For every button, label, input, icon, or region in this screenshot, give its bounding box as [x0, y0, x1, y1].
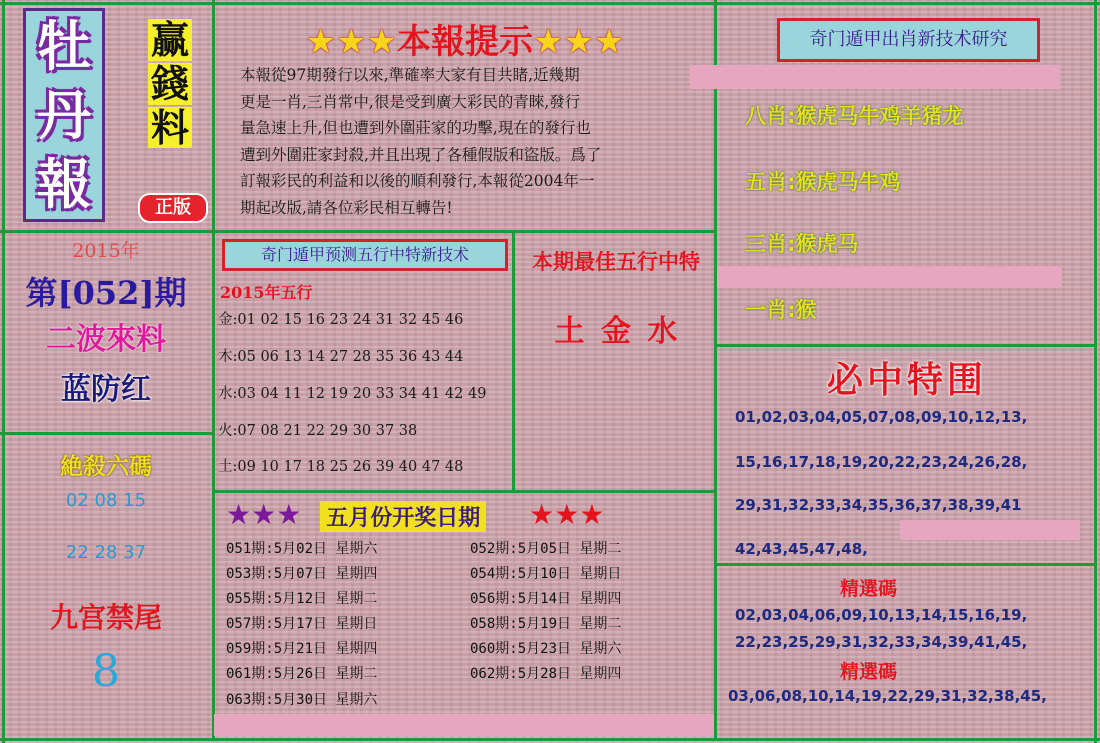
- decor-strip: [717, 266, 1062, 288]
- tip-line: 量急速上升,但也遭到外圍莊家的功擊,現在的發行也: [240, 119, 591, 137]
- logo-char: 報: [37, 152, 91, 217]
- wuxing-row: 金:01 02 15 16 23 24 31 32 45 46: [218, 312, 464, 328]
- draw-date: 059期:5月21日 星期四: [226, 641, 378, 657]
- jingxuan-line: 22,23,25,29,31,32,33,34,39,41,45,: [735, 633, 1028, 651]
- draw-title: 五月份开奖日期: [320, 501, 486, 532]
- year-label: 2015年: [72, 240, 140, 262]
- zodiac-three: 三肖:猴虎马: [745, 232, 859, 256]
- tip-line: 期起改版,請各位彩民相互轉告!: [240, 198, 453, 217]
- genuine-badge: 正版: [138, 193, 208, 223]
- tip-body: [240, 62, 690, 221]
- kill-title: 絶殺六碼: [60, 453, 152, 480]
- two-wave-title: 二波來料: [46, 322, 166, 357]
- zodiac-key: 八肖: [745, 104, 787, 128]
- slogan-char: 料: [148, 107, 192, 149]
- zodiac-value: 猴虎马牛鸡: [795, 170, 901, 194]
- bizhong-line: 15,16,17,18,19,20,22,23,24,26,28,: [735, 453, 1028, 471]
- slogan-char: 赢: [148, 19, 192, 61]
- draw-date: 061期:5月26日 星期二: [226, 666, 378, 682]
- slogan-char: 錢: [148, 63, 192, 105]
- draw-date: 051期:5月02日 星期六: [226, 541, 378, 557]
- tail-number: 8: [92, 646, 120, 697]
- wuxing-box-title: 奇门遁甲预测五行中特新技术: [222, 239, 508, 271]
- draw-date: 052期:5月05日 星期二: [470, 541, 622, 557]
- bizhong-line: 01,02,03,04,05,07,08,09,10,12,13,: [735, 408, 1028, 426]
- zodiac-one: 一肖:猴: [745, 298, 817, 322]
- star-icon: ★★★: [305, 22, 397, 62]
- wuxing-subtitle: 2015年五行: [220, 283, 313, 302]
- zodiac-value: 猴虎马: [795, 232, 859, 256]
- tip-line: 更是一肖,三肖常中,很是受到廣大彩民的青睞,發行: [240, 92, 581, 111]
- tip-line: 訂報彩民的利益和以後的順利發行,本報從2004年一: [240, 172, 595, 190]
- bizhong-title: 必中特围: [826, 359, 987, 401]
- tip-line: 遭到外圍莊家封殺,并且出現了各種假版和盜版。爲了: [240, 145, 602, 164]
- bizhong-line: 42,43,45,47,48,: [735, 540, 868, 558]
- decor-strip: [900, 520, 1080, 540]
- best-title: 本期最佳五行中特: [532, 249, 700, 274]
- kill-numbers: 02 08 15: [65, 490, 147, 511]
- draw-date: 055期:5月12日 星期二: [226, 591, 378, 607]
- qimen-title: 奇门遁甲出肖新技术研究: [777, 18, 1040, 62]
- draw-heading: [226, 498, 706, 532]
- jingxuan-title: 精選碼: [840, 578, 898, 600]
- wuxing-row: 木:05 06 13 14 27 28 35 36 43 44: [218, 349, 464, 365]
- wuxing-row: 火:07 08 21 22 29 30 37 38: [218, 423, 418, 439]
- zodiac-five: 五肖:猴虎马牛鸡: [745, 170, 901, 194]
- jingxuan-line: 02,03,04,06,09,10,13,14,15,16,19,: [735, 606, 1028, 624]
- wave-tip: 蓝防红: [61, 372, 151, 407]
- tip-line: 本報從97期發行以來,準確率大家有目共睹,近幾期: [240, 66, 580, 84]
- star-icon: ★★★: [533, 22, 625, 62]
- decor-strip: [214, 714, 714, 736]
- logo-char: 丹: [37, 82, 91, 147]
- draw-date: 053期:5月07日 星期四: [226, 566, 378, 582]
- zodiac-key: 五肖: [745, 170, 787, 194]
- draw-date: 060期:5月23日 星期六: [470, 641, 622, 657]
- draw-date: 062期:5月28日 星期四: [470, 666, 622, 682]
- best-value: 土 金 水: [554, 314, 678, 349]
- tip-title: 本報提示: [397, 22, 533, 62]
- kill-numbers: 22 28 37: [65, 542, 147, 563]
- draw-date: 057期:5月17日 星期日: [226, 616, 378, 632]
- draw-date: 058期:5月19日 星期二: [470, 616, 622, 632]
- draw-date: 063期:5月30日 星期六: [226, 692, 378, 708]
- logo: [23, 8, 105, 222]
- draw-date: 054期:5月10日 星期日: [470, 566, 622, 582]
- bizhong-line: 29,31,32,33,34,35,36,37,38,39,41: [735, 496, 1022, 514]
- tail-title: 九宫禁尾: [49, 601, 162, 634]
- zodiac-key: 一肖: [745, 298, 787, 322]
- logo-char: 牡: [37, 13, 91, 78]
- zodiac-eight: 八肖:猴虎马牛鸡羊猪龙: [745, 104, 964, 128]
- zodiac-key: 三肖: [745, 232, 787, 256]
- zodiac-value: 猴: [795, 298, 817, 322]
- star-icon: ★★★: [529, 498, 605, 531]
- draw-date: 056期:5月14日 星期四: [470, 591, 622, 607]
- decor-strip: [690, 65, 1060, 89]
- side-slogan: [145, 18, 195, 149]
- tip-heading: [300, 14, 630, 63]
- star-icon: ★★★: [226, 498, 302, 531]
- issue-number: 第[052]期: [25, 274, 187, 312]
- wuxing-row: 水:03 04 11 12 19 20 33 34 41 42 49: [218, 386, 487, 402]
- jingxuan-line: 03,06,08,10,14,19,22,29,31,32,38,45,: [728, 687, 1047, 705]
- jingxuan-title: 精選碼: [840, 661, 898, 683]
- wuxing-row: 土:09 10 17 18 25 26 39 40 47 48: [218, 459, 464, 475]
- zodiac-value: 猴虎马牛鸡羊猪龙: [795, 104, 964, 128]
